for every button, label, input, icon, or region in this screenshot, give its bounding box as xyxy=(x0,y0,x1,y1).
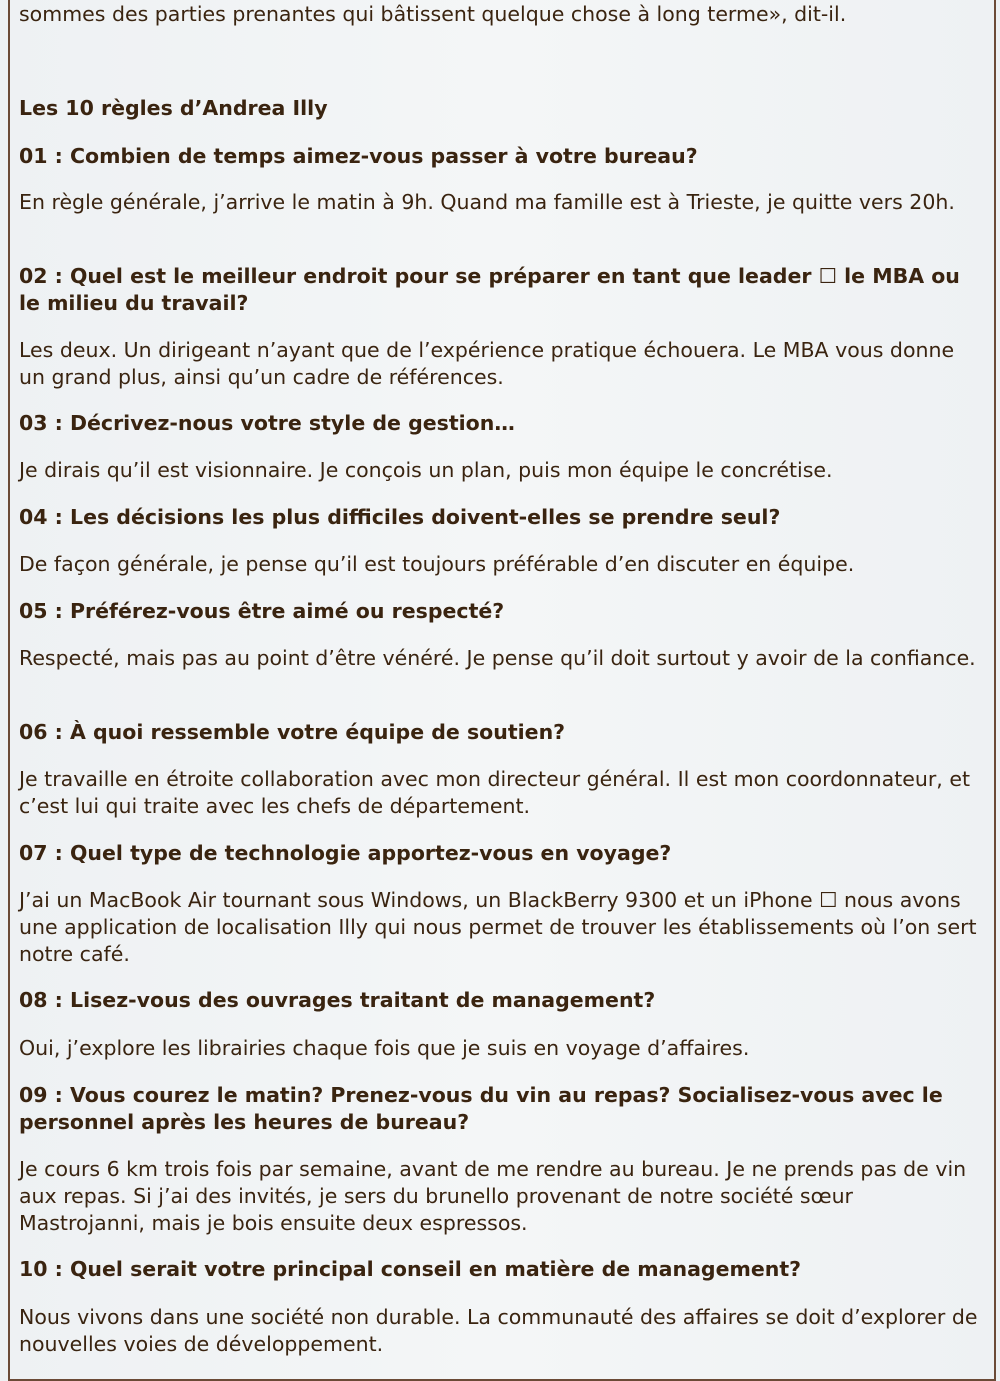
left-border-line xyxy=(8,0,10,1381)
answer-05: Respecté, mais pas au point d’être vénéré. Je pense qu’il doit surtout y avoir de la confiance. xyxy=(19,646,976,670)
answer-02: Les deux. Un dirigeant n’ayant que de l’expérience pratique échouera. Le MBA vous donne un grand plus, ainsi qu’un cadre de références. xyxy=(19,338,955,389)
question-05: 05 : Préférez-vous être aimé ou respecté? xyxy=(19,599,505,623)
question-07: 07 : Quel type de technologie apportez-vous en voyage? xyxy=(19,841,672,865)
answer-10: Nous vivons dans une société non durable. La communauté des affaires se doit d’explorer de nouvelles voies de développement. xyxy=(19,1305,978,1356)
answer-09: Je cours 6 km trois fois par semaine, avant de me rendre au bureau. Je ne prends pas de vin aux repas. Si j’ai des invités, je sers du brunello provenant de notre société sœur Mastrojanni, mais je bois ensuite deux espressos. xyxy=(19,1157,967,1235)
question-01: 01 : Combien de temps aimez-vous passer à votre bureau? xyxy=(19,144,698,168)
question-08: 08 : Lisez-vous des ouvrages traitant de management? xyxy=(19,988,656,1012)
question-04: 04 : Les décisions les plus difficiles doivent-elles se prendre seul? xyxy=(19,505,781,529)
right-border-line xyxy=(994,0,996,1381)
question-03: 03 : Décrivez-nous votre style de gestion… xyxy=(19,411,515,435)
question-06: 06 : À quoi ressemble votre équipe de soutien? xyxy=(19,720,566,744)
answer-08: Oui, j’explore les librairies chaque fois que je suis en voyage d’affaires. xyxy=(19,1036,750,1060)
answer-04: De façon générale, je pense qu’il est toujours préférable d’en discuter en équipe. xyxy=(19,552,855,576)
section-title: Les 10 règles d’Andrea Illy xyxy=(19,96,328,120)
question-09: 09 : Vous courez le matin? Prenez-vous du vin au repas? Socialisez-vous avec le personnel après les heures de bureau? xyxy=(19,1083,943,1134)
answer-06: Je travaille en étroite collaboration avec mon directeur général. Il est mon coordonnateur, et c’est lui qui traite avec les chefs de département. xyxy=(19,767,970,818)
question-10: 10 : Quel serait votre principal conseil en matière de management? xyxy=(19,1257,802,1281)
intro-paragraph: sommes des parties prenantes qui bâtissent quelque chose à long terme», dit-il. xyxy=(19,2,847,26)
answer-01: En règle générale, j’arrive le matin à 9h. Quand ma famille est à Trieste, je quitte vers 20h. xyxy=(19,190,955,214)
answer-03: Je dirais qu’il est visionnaire. Je conçois un plan, puis mon équipe le concrétise. xyxy=(19,458,833,482)
answer-07: J’ai un MacBook Air tournant sous Windows, un BlackBerry 9300 et un iPhone ☐ nous avons une application de localisation Illy qui nous permet de trouver les établissements où l’on sert notre café. xyxy=(19,888,977,966)
question-02: 02 : Quel est le meilleur endroit pour se préparer en tant que leader ☐ le MBA ou le milieu du travail? xyxy=(19,264,960,315)
